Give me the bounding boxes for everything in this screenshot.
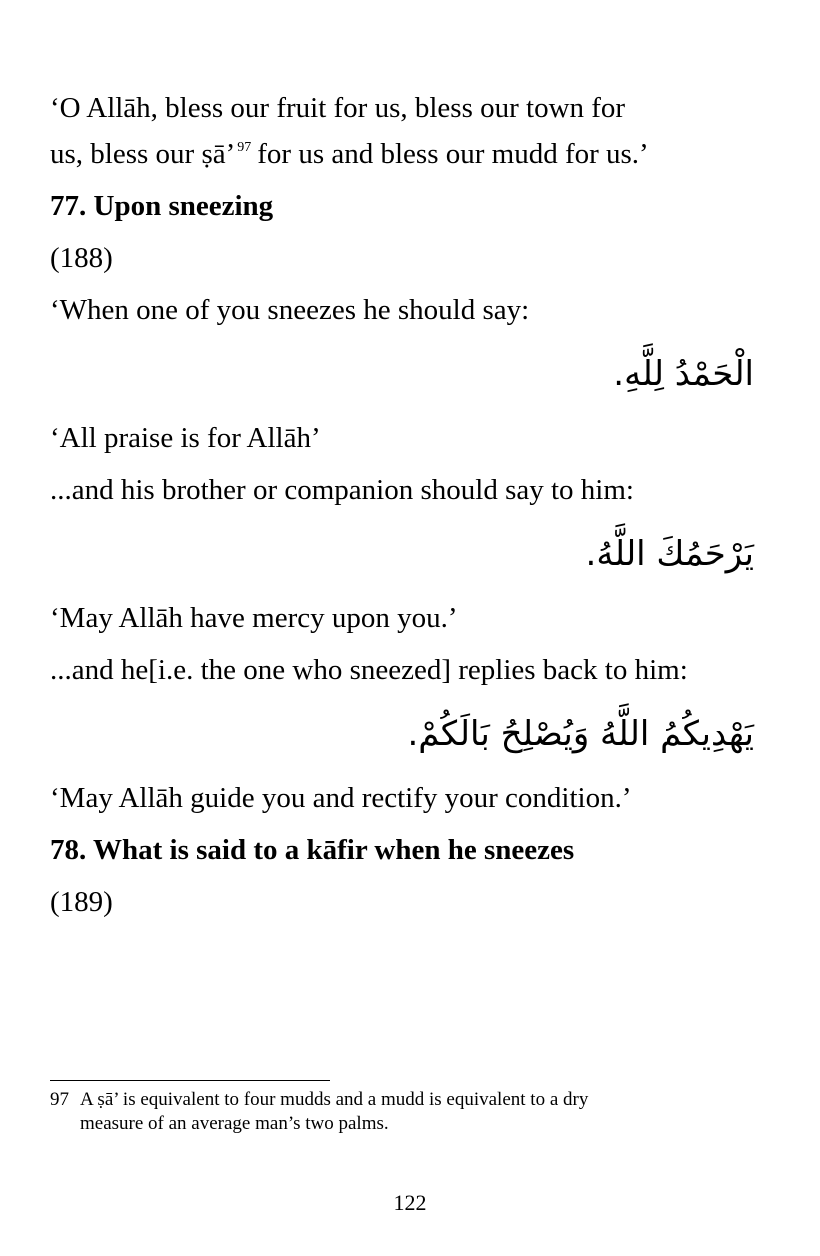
arabic-yarhamukallah: يَرْحَمُكَ اللَّهُ.	[585, 534, 754, 574]
translation-yarhamukallah: ‘May Allāh have mercy upon you.’	[50, 602, 458, 634]
footnote	[50, 1088, 754, 1136]
section-77-heading: 77. Upon sneezing	[50, 190, 274, 222]
hadith-reference-188: (188)	[50, 242, 113, 274]
intro-line-2-end: for us and bless our mudd for us.’	[257, 138, 649, 170]
hadith-reference-189: (189)	[50, 886, 113, 918]
footnote-reference[interactable]: 97	[237, 140, 252, 155]
arabic-yahdikumullah: يَهْدِيكُمُ اللَّهُ وَيُصْلِحُ بَالَكُمْ.	[407, 714, 754, 754]
footnote-divider	[50, 1080, 330, 1081]
page-body	[50, 88, 754, 922]
intro-paragraph	[50, 88, 754, 174]
he-replies-text: ...and he[i.e. the one who sneezed] replies back to him:	[50, 654, 688, 686]
footnote-line-2: measure of an average man’s two palms.	[80, 1113, 389, 1134]
section-78-heading: 78. What is said to a kāfir when he sneezes	[50, 834, 575, 866]
translation-yahdikumullah: ‘May Allāh guide you and rectify your condition.’	[50, 782, 632, 814]
when-sneezes-text: ‘When one of you sneezes he should say:	[50, 294, 530, 326]
intro-line-2-start: us, bless our ṣā’	[50, 138, 236, 170]
footnote-line-1: A ṣā’ is equivalent to four mudds and a mudd is equivalent to a dry	[80, 1089, 589, 1110]
footnote-number: 97	[50, 1089, 69, 1110]
translation-alhamdulillah: ‘All praise is for Allāh’	[50, 422, 321, 454]
page-number: 122	[393, 1190, 427, 1215]
intro-line-1: ‘O Allāh, bless our fruit for us, bless our town for	[50, 92, 626, 124]
brother-reply-text: ...and his brother or companion should say to him:	[50, 474, 634, 506]
arabic-alhamdulillah: الْحَمْدُ لِلَّهِ.	[613, 354, 754, 394]
